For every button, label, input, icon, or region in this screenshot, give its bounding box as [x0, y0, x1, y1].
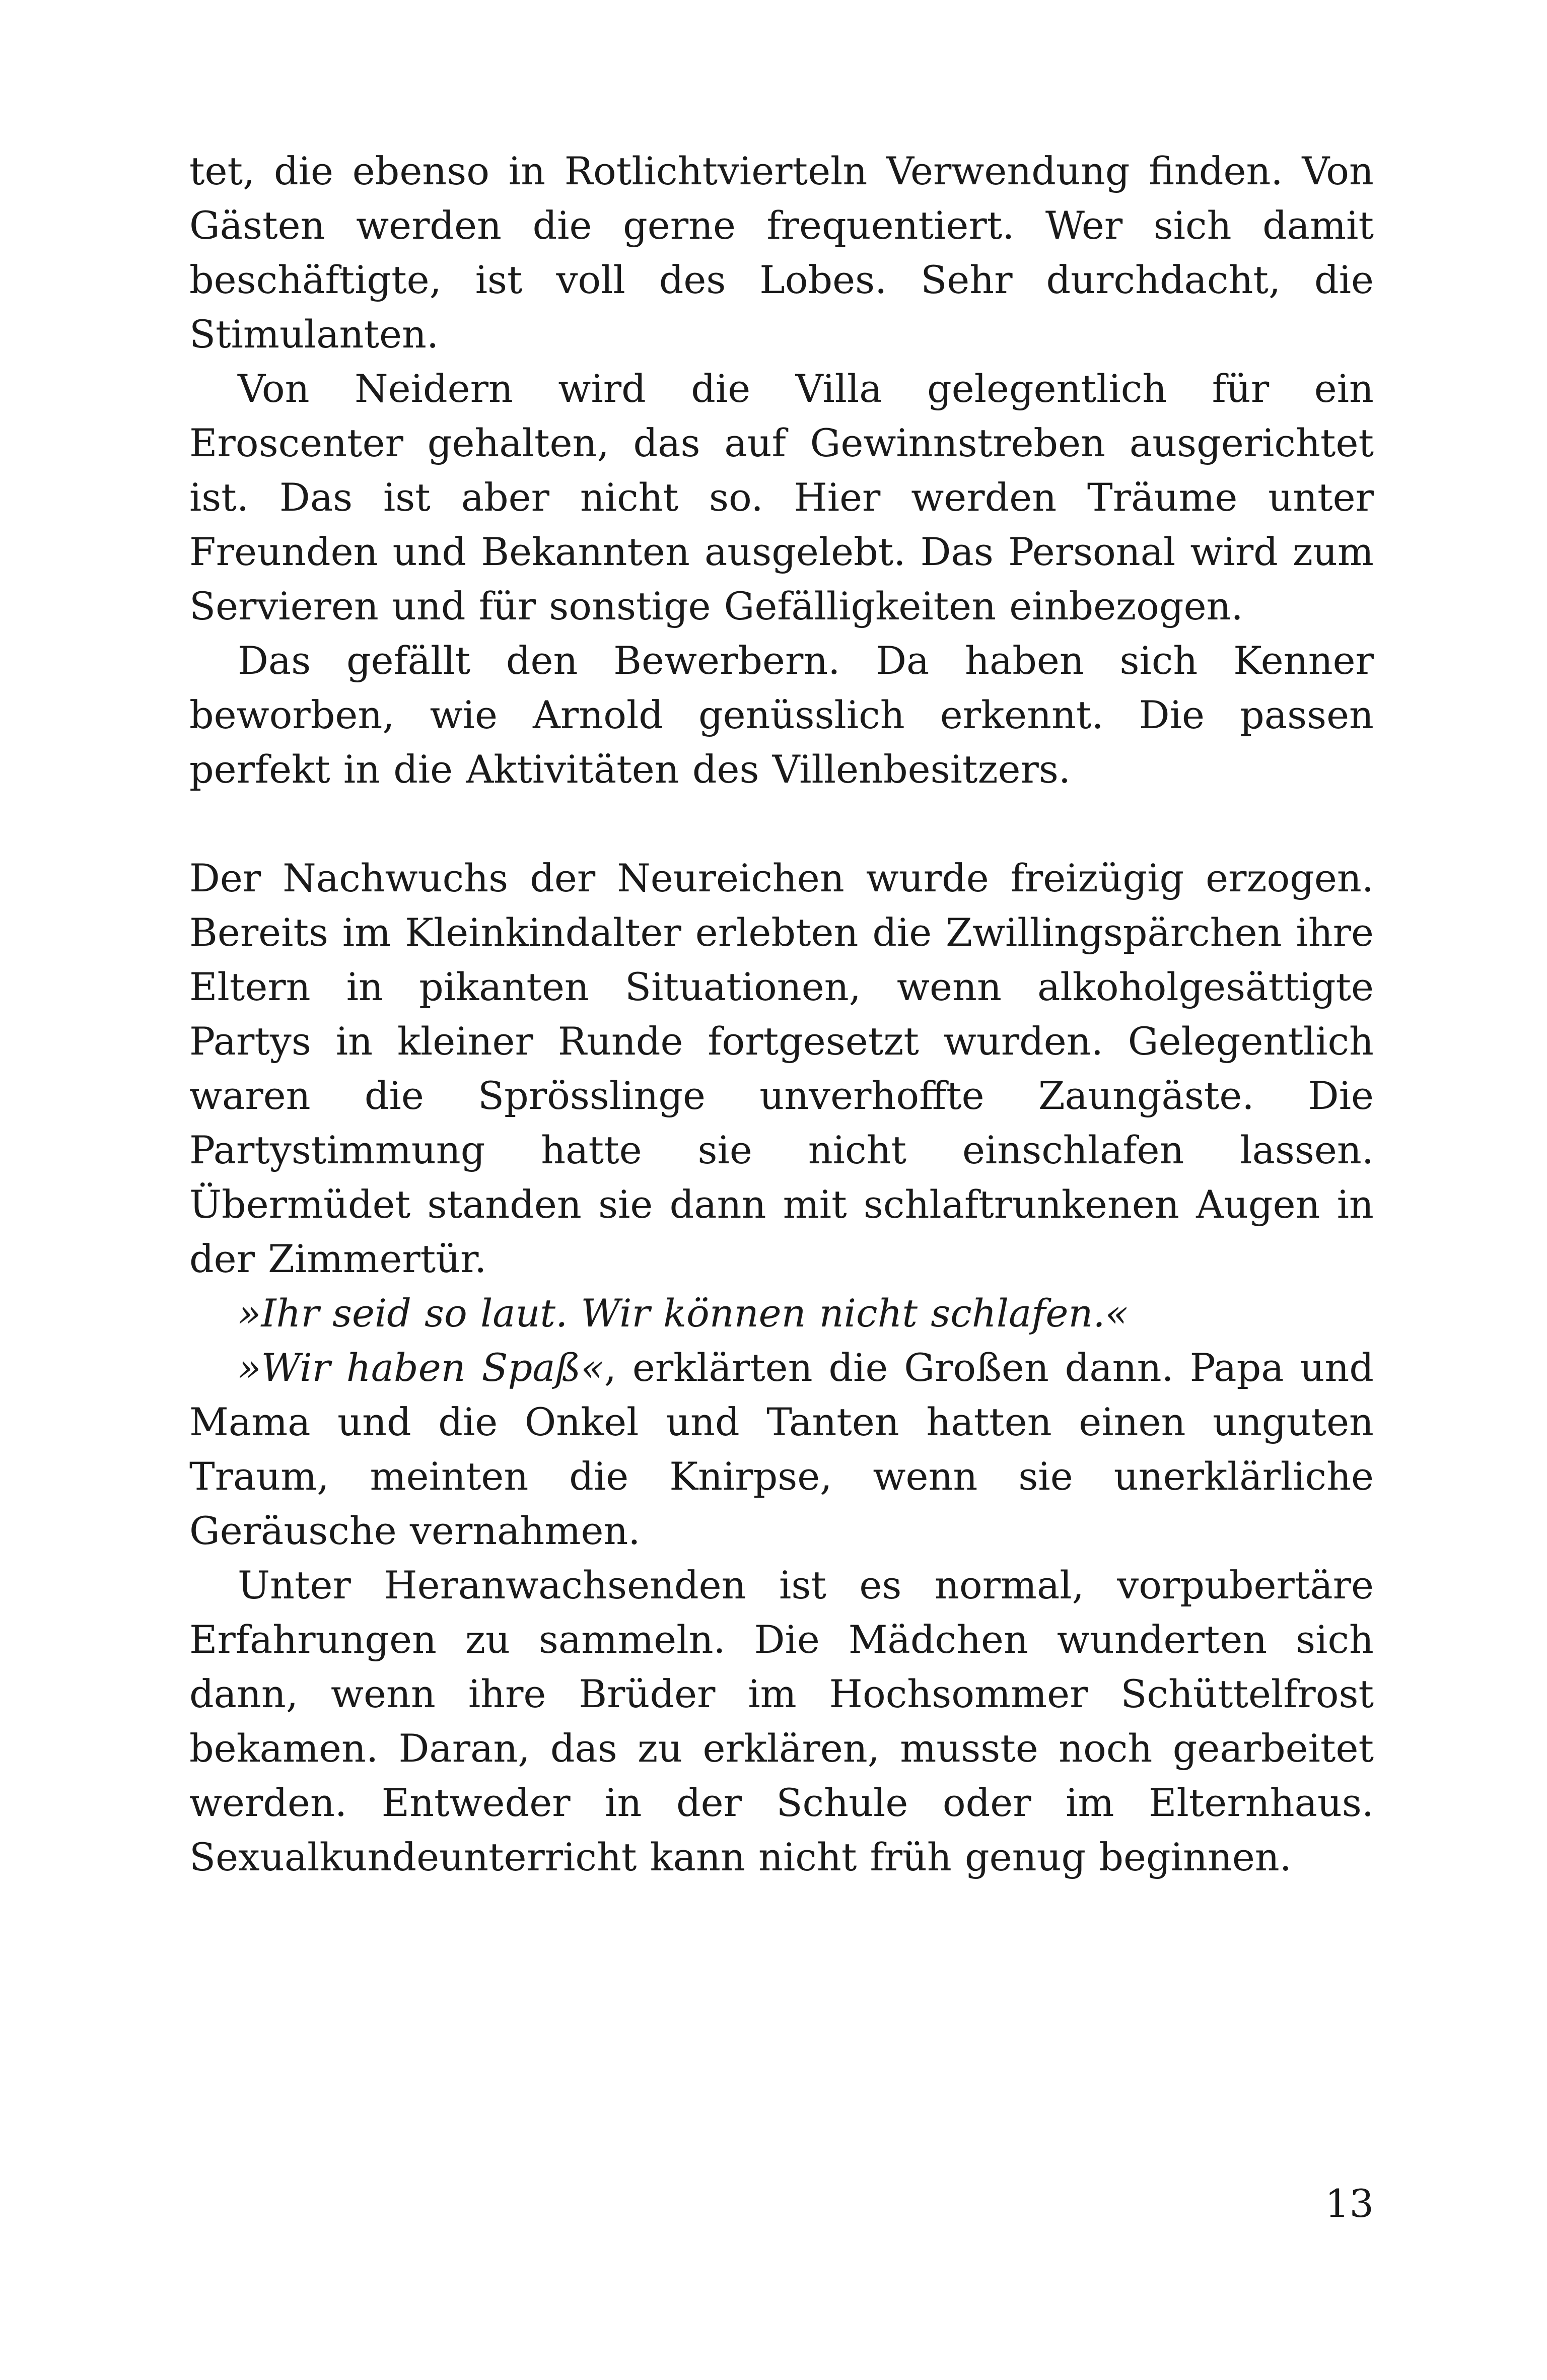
section-break	[189, 797, 1374, 851]
page-body	[189, 144, 1374, 1884]
paragraph-dialogue-laut	[189, 1286, 1374, 1341]
dialogue-spass-rest: , erklärten die Großen dann. Papa und Mama und die Onkel und Tanten hatten einen unguten Traum, meinten die Knirpse, wenn sie unerklärliche Geräusche vernahmen.	[189, 1345, 1374, 1553]
paragraph-dialogue-spass	[189, 1341, 1374, 1558]
dialogue-spass-italic: »Wir haben Spaß«	[238, 1345, 604, 1390]
text-section-2	[189, 851, 1374, 1884]
paragraph-nachwuchs: Der Nachwuchs der Neureichen wurde freizügig erzogen. Bereits im Kleinkindalter erlebten die Zwillingspärchen ihre Eltern in pikanten Situationen, wenn alkoholgesättigte Partys in kleiner Runde fortgesetzt wurden. Gelegentlich waren die Sprösslinge unverhoffte Zaungäste. Die Partystimmung hatte sie nicht einschlafen lassen. Übermüdet standen sie dann mit schlaftrunkenen Augen in der Zimmertür.	[189, 856, 1374, 1281]
dialogue-italic: »Ihr seid so laut. Wir können nicht schlafen.«	[238, 1291, 1129, 1336]
text-section-1	[189, 144, 1374, 797]
page-number: 13	[1325, 2181, 1374, 2226]
paragraph-heranwachsende: Unter Heranwachsenden ist es normal, vorpubertäre Erfahrungen zu sammeln. Die Mädchen wunderten sich dann, wenn ihre Brüder im Hochsommer Schüttelfrost bekamen. Daran, das zu erklären, musste noch gearbeitet werden. Entweder in der Schule oder im Elternhaus. Sexualkundeunterricht kann nicht früh genug beginnen.	[189, 1563, 1374, 1879]
paragraph-bewerbern: Das gefällt den Bewerbern. Da haben sich Kenner beworben, wie Arnold genüsslich erkennt. Die passen perfekt in die Aktivitäten des Villenbesitzers.	[189, 638, 1374, 792]
paragraph-neidern: Von Neidern wird die Villa gelegentlich für ein Eroscenter gehalten, das auf Gewinnstreben ausgerichtet ist. Das ist aber nicht so. Hier werden Träume unter Freunden und Bekannten ausgelebt. Das Personal wird zum Servieren und für sonstige Gefälligkeiten einbezogen.	[189, 366, 1374, 628]
paragraph-continuation: tet, die ebenso in Rotlichtvierteln Verwendung finden. Von Gästen werden die gerne frequentiert. Wer sich damit beschäftigte, ist voll des Lobes. Sehr durchdacht, die Stimulanten.	[189, 149, 1374, 357]
